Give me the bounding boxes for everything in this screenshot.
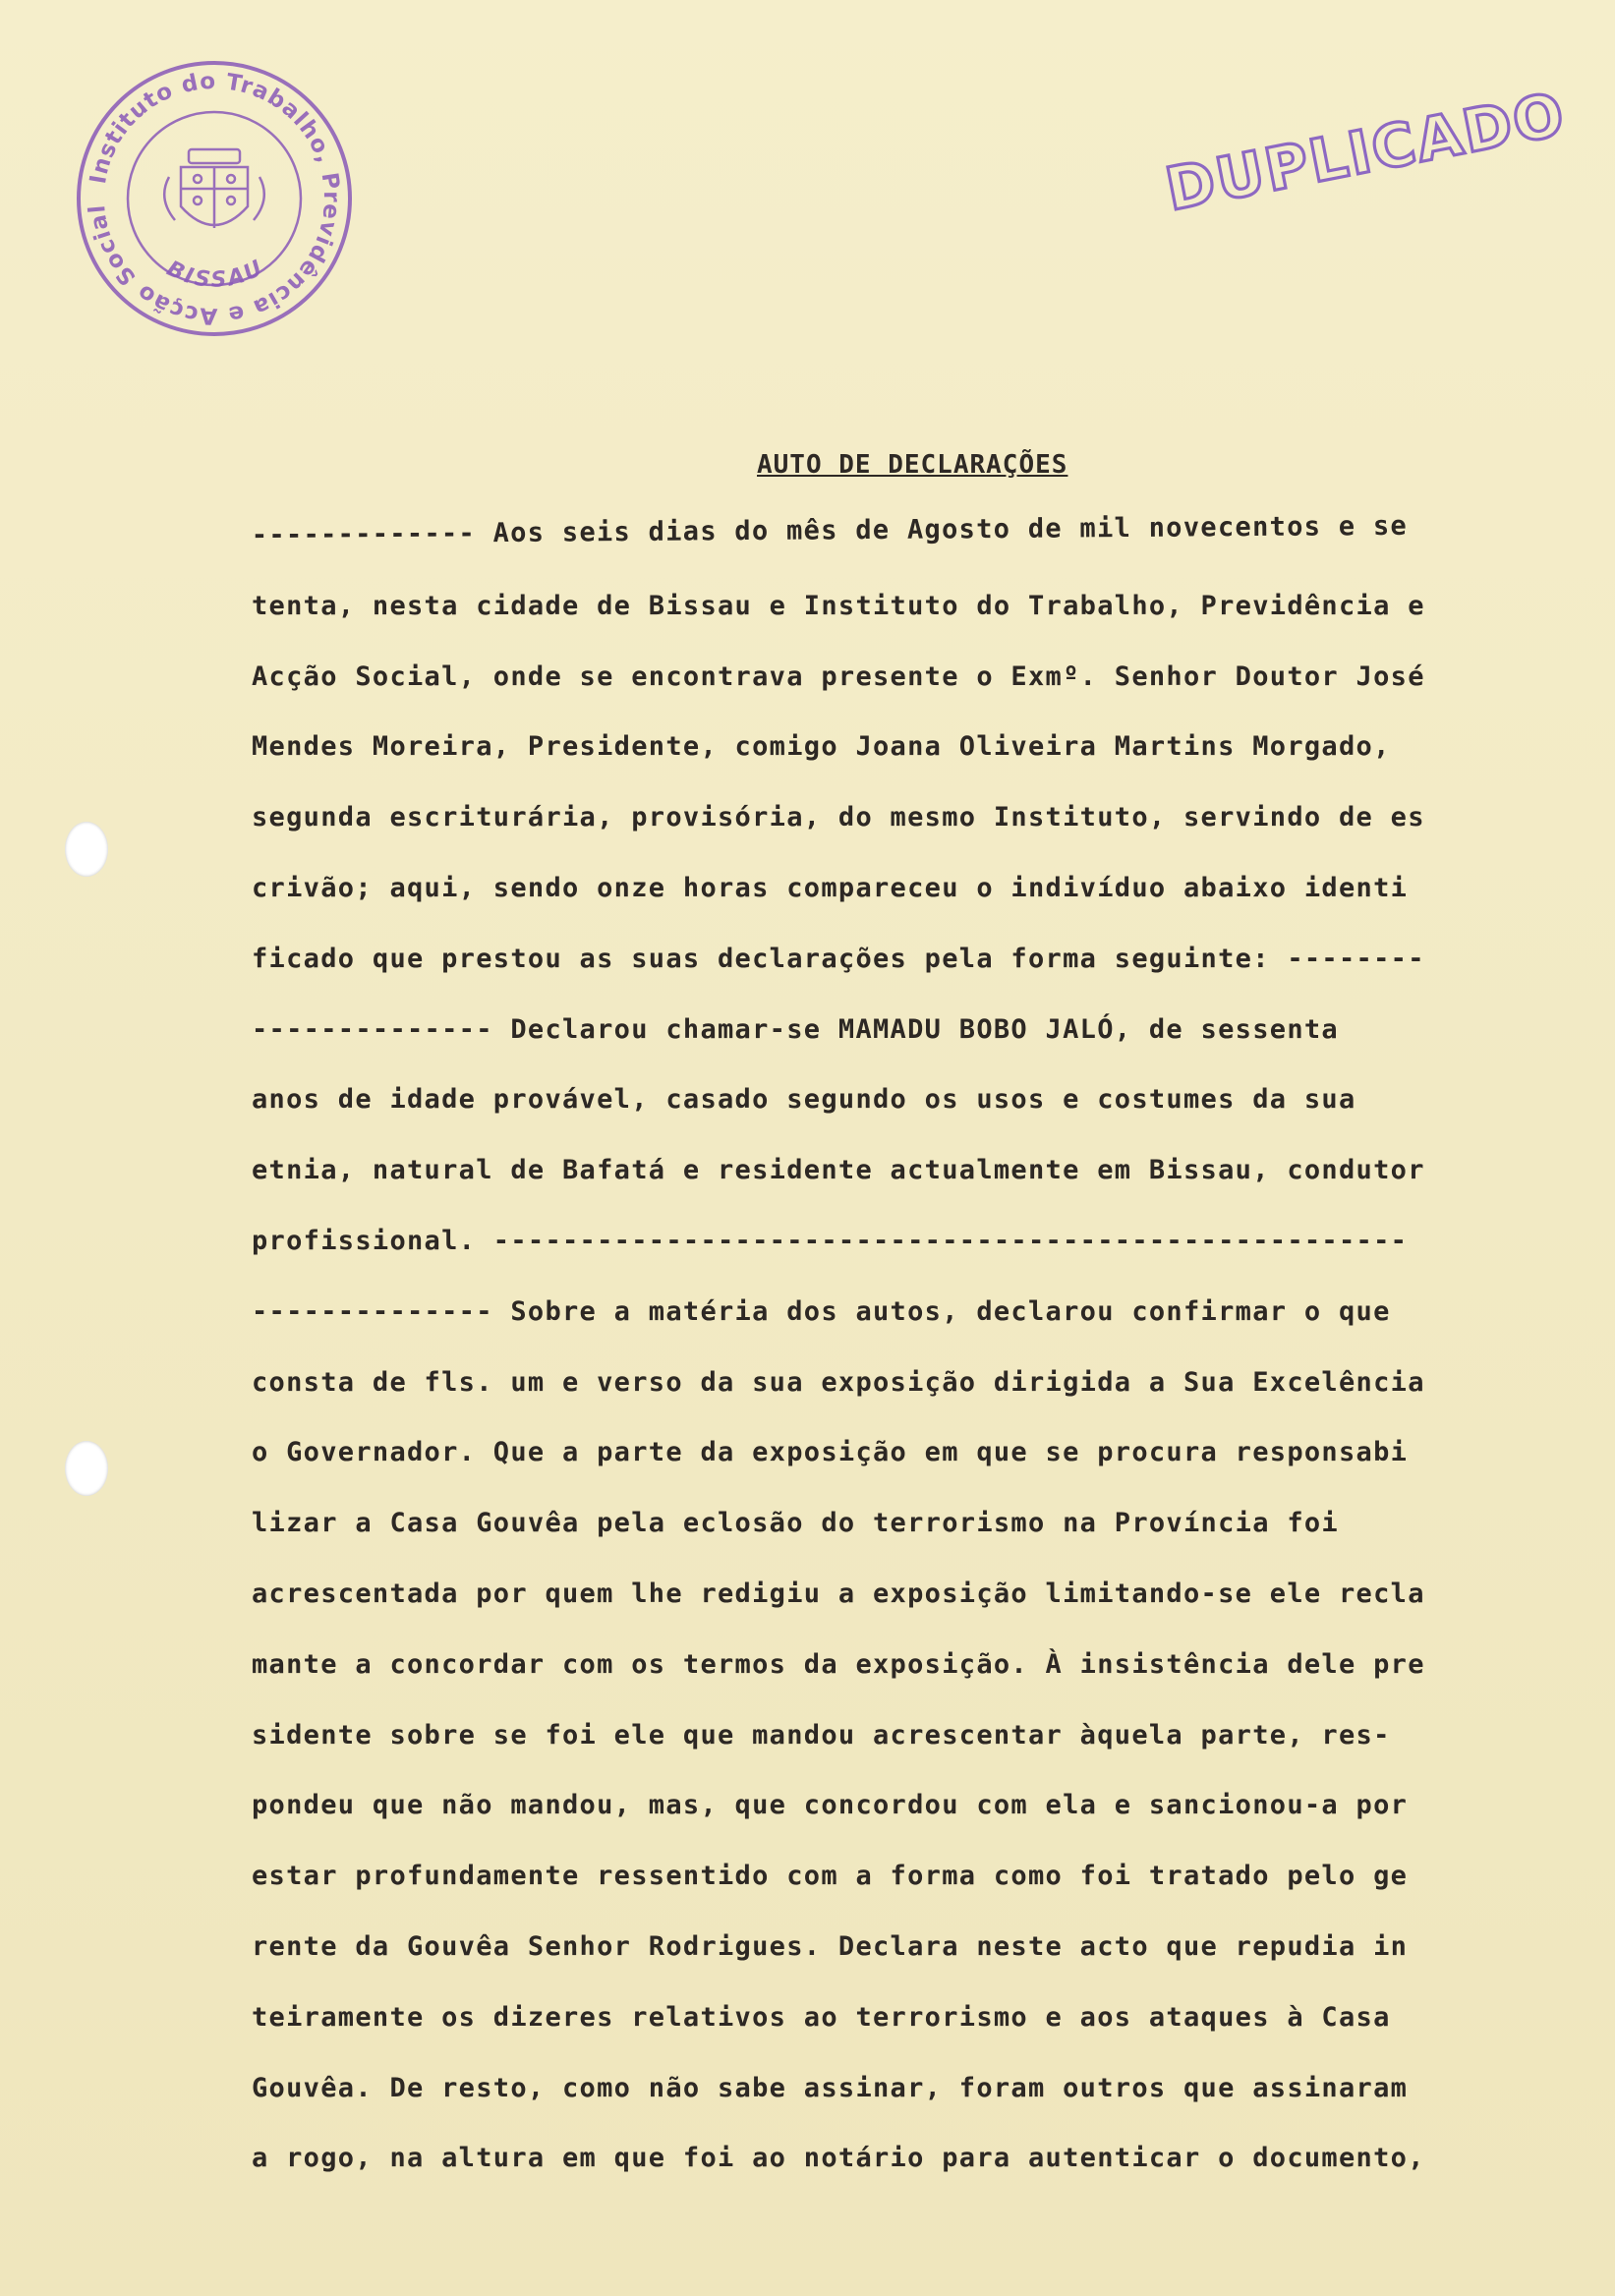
text-line: -------------- Declarou chamar-se MAMADU BOBO JALÓ, de sessenta xyxy=(252,1013,1339,1045)
coat-of-arms-icon xyxy=(164,149,264,228)
svg-text:BISSAU xyxy=(163,255,269,293)
text-line: o Governador. Que a parte da exposição em que se procura responsabi xyxy=(252,1437,1409,1468)
text-line: teiramente os dizeres relativos ao terrorismo e aos ataques à Casa xyxy=(252,2001,1391,2033)
text-line: profissional. ----------------------------------------------------- xyxy=(252,1225,1409,1256)
punch-hole-top xyxy=(65,822,108,877)
text-line: acrescentada por quem lhe redigiu a exposição limitando-se ele recla xyxy=(252,1578,1425,1609)
text-line: segunda escriturária, provisória, do mesmo Instituto, servindo de es xyxy=(252,802,1425,833)
text-line: pondeu que não mandou, mas, que concordou com ela e sancionou-a por xyxy=(252,1790,1409,1821)
text-line: Mendes Moreira, Presidente, comigo Joana Oliveira Martins Morgado, xyxy=(252,731,1391,763)
punch-hole-bottom xyxy=(65,1441,108,1496)
text-line: a rogo, na altura em que foi ao notário para autenticar o documento, xyxy=(252,2143,1425,2174)
text-line: rente da Gouvêa Senhor Rodrigues. Declara neste acto que repudia in xyxy=(252,1930,1409,1962)
text-line: consta de fls. um e verso da sua exposição dirigida a Sua Excelência xyxy=(252,1366,1425,1398)
text-line: etnia, natural de Bafatá e residente actualmente em Bissau, condutor xyxy=(252,1155,1425,1186)
text-line: anos de idade provável, casado segundo os usos e costumes da sua xyxy=(252,1084,1356,1116)
text-line: Acção Social, onde se encontrava presente o Exmº. Senhor Doutor José xyxy=(252,660,1425,692)
text-line: estar profundamente ressentido com a forma como foi tratado pelo ge xyxy=(252,1861,1409,1892)
seal-ring-text: Instituto do Trabalho, Previdência e Acção Social xyxy=(85,68,345,329)
institute-seal-stamp xyxy=(67,51,362,346)
duplicado-stamp xyxy=(1152,80,1572,225)
text-line: lizar a Casa Gouvêa pela eclosão do terrorismo na Província foi xyxy=(252,1508,1339,1539)
text-line: sidente sobre se foi ele que mandou acrescentar àquela parte, res- xyxy=(252,1719,1391,1751)
text-line: mante a concordar com os termos da exposição. À insistência dele pre xyxy=(252,1648,1425,1680)
document-title: AUTO DE DECLARAÇÕES xyxy=(757,450,1068,480)
text-line: crivão; aqui, sendo onze horas compareceu o indivíduo abaixo identi xyxy=(252,872,1409,903)
text-line: tenta, nesta cidade de Bissau e Instituto do Trabalho, Previdência e xyxy=(252,590,1425,621)
duplicado-text: DUPLICADO xyxy=(1160,80,1572,225)
seal-bottom-text: BISSAU xyxy=(162,255,269,293)
document-body xyxy=(251,510,1559,2214)
text-line: Gouvêa. De resto, como não sabe assinar, foram outros que assinaram xyxy=(252,2072,1409,2103)
text-line: -------------- Sobre a matéria dos autos, declarou confirmar o que xyxy=(252,1295,1391,1327)
text-line: ficado que prestou as suas declarações pela forma seguinte: -------- xyxy=(252,943,1425,974)
text-line: ------------- Aos seis dias do mês de Agosto de mil novecentos e se xyxy=(251,510,1409,551)
